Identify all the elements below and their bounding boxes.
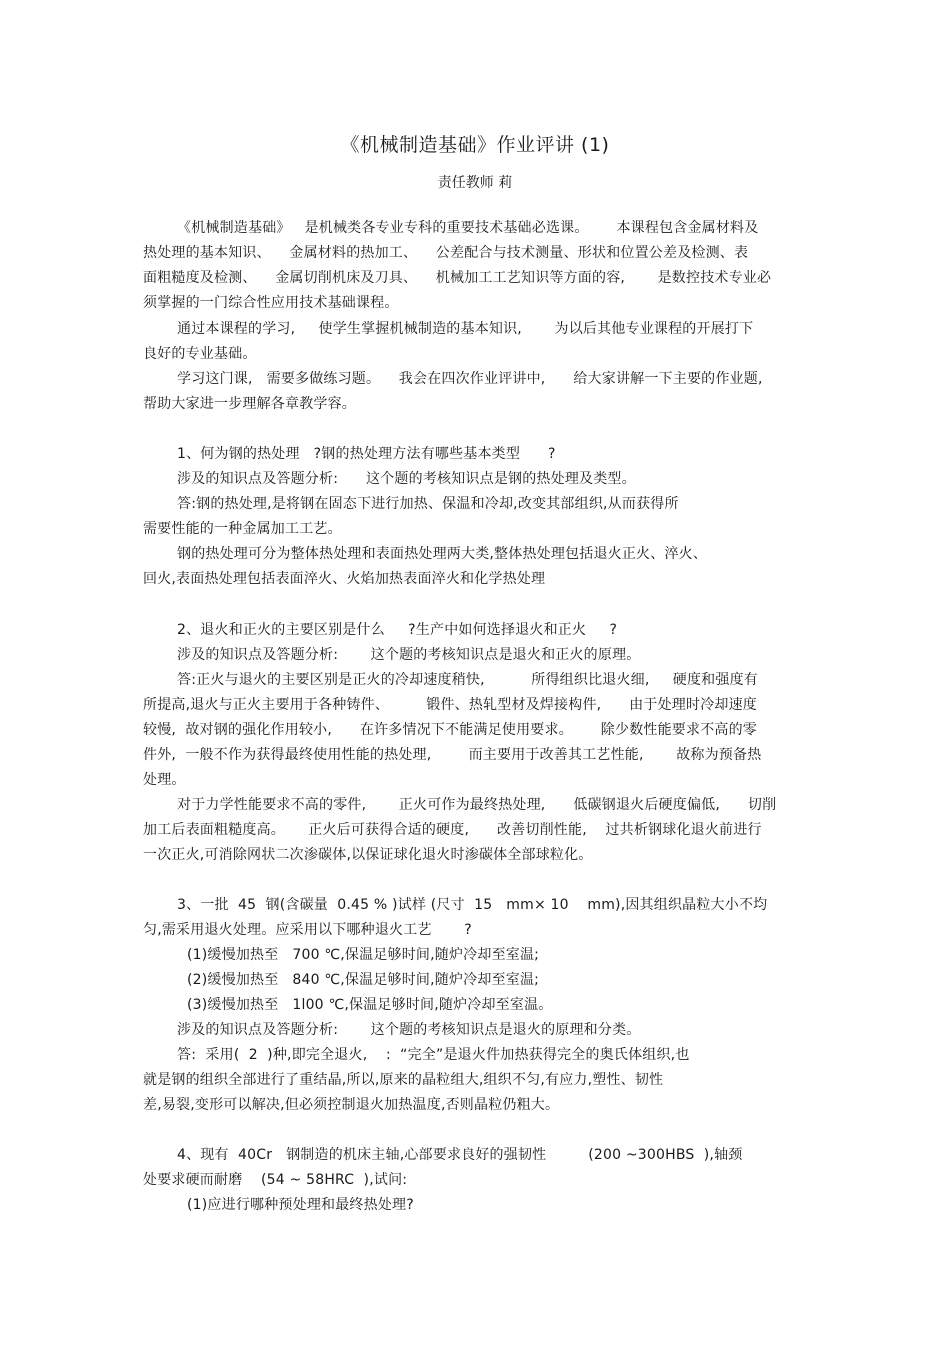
answer-line: 回火,表面热处理包括表面淬火、火焰加热表面淬火和化学热处理 — [143, 571, 546, 587]
document-author: 责任教师 莉 — [437, 175, 513, 191]
analysis-line: 涉及的知识点及答题分析: 这个题的考核知识点是钢的热处理及类型。 — [177, 471, 636, 487]
answer-line: 对于力学性能要求不高的零件, 正火可作为最终热处理, 低碳钢退火后硬度偏低, 切削 — [177, 797, 777, 813]
answer-line: 处理。 — [143, 772, 186, 788]
paragraph-line: 面粗糙度及检测、 金属切削机床及刀具、 机械加工工艺知识等方面的容, 是数控技术专业必 — [143, 270, 772, 286]
analysis-line: 涉及的知识点及答题分析: 这个题的考核知识点是退火的原理和分类。 — [177, 1022, 641, 1038]
answer-line: 加工后表面粗糙度高。 正火后可获得合适的硬度, 改善切削性能, 过共析钢球化退火前进行 — [143, 822, 762, 838]
option-line: (3)缓慢加热至 1l00 ℃,保温足够时间,随炉冷却至室温。 — [187, 997, 553, 1013]
paragraph-line: 《机械制造基础》 是机械类各专业专科的重要技术基础必选课。 本课程包含金属材料及 — [177, 220, 759, 236]
sub-question-line: (1)应进行哪种预处理和最终热处理? — [187, 1197, 414, 1213]
document-title: 《机械制造基础》作业评讲 (1) — [340, 134, 610, 156]
option-line: (1)缓慢加热至 700 ℃,保温足够时间,随炉冷却至室温; — [187, 947, 540, 963]
answer-line: 一次正火,可消除网状二次渗碳体,以保证球化退火时渗碳体全部球粒化。 — [143, 847, 593, 863]
answer-line: 差,易裂,变形可以解决,但必须控制退火加热温度,否则晶粒仍粗大。 — [143, 1097, 560, 1113]
answer-line: 所提高,退火与正火主要用于各种铸件、 锻件、热轧型材及焊接构件, 由于处理时冷却速度 — [143, 697, 758, 713]
question-line: 处要求硬而耐磨 (54 ~ 58HRC ),试问: — [143, 1172, 408, 1188]
answer-line: 答: 采用( 2 )种,即完全退火, : “完全”是退火件加热获得完全的奥氏体组织,也 — [177, 1047, 690, 1063]
paragraph-line: 帮助大家进一步理解各章教学容。 — [143, 396, 356, 412]
paragraph-line: 良好的专业基础。 — [143, 346, 257, 362]
answer-line: 钢的热处理可分为整体热处理和表面热处理两大类,整体热处理包括退火正火、淬火、 — [177, 546, 708, 562]
question-line: 3、一批 45 钢(含碳量 0.45 % )试样 (尺寸 15 mm× 10 mm),因其组织晶粒大小不均 — [177, 897, 768, 913]
question-line: 2、退火和正火的主要区别是什么 ?生产中如何选择退火和正火 ? — [177, 622, 618, 638]
answer-line: 答:钢的热处理,是将钢在固态下进行加热、保温和冷却,改变其部组织,从而获得所 — [177, 496, 679, 512]
answer-line: 答:正火与退火的主要区别是正火的冷却速度稍快, 所得组织比退火细, 硬度和强度有 — [177, 672, 758, 688]
option-line: (2)缓慢加热至 840 ℃,保温足够时间,随炉冷却至室温; — [187, 972, 540, 988]
question-line: 匀,需采用退火处理。应采用以下哪种退火工艺 ? — [143, 922, 472, 938]
question-line: 4、现有 40Cr 钢制造的机床主轴,心部要求良好的强韧性 (200 ~300HBS ),轴颈 — [177, 1147, 743, 1163]
answer-line: 就是钢的组织全部进行了重结晶,所以,原来的晶粒组大,组织不匀,有应力,塑性、韧性 — [143, 1072, 664, 1088]
paragraph-line: 学习这门课, 需要多做练习题。 我会在四次作业评讲中, 给大家讲解一下主要的作业题, — [177, 371, 763, 387]
answer-line: 需要性能的一种金属加工工艺。 — [143, 521, 342, 537]
question-line: 1、何为钢的热处理 ?钢的热处理方法有哪些基本类型 ? — [177, 446, 556, 462]
paragraph-line: 通过本课程的学习, 使学生掌握机械制造的基本知识, 为以后其他专业课程的开展打下 — [177, 321, 754, 337]
paragraph-line: 热处理的基本知识、 金属材料的热加工、 公差配合与技术测量、形状和位置公差及检测、表 — [143, 245, 749, 261]
paragraph-line: 须掌握的一门综合性应用技术基础课程。 — [143, 295, 399, 311]
answer-line: 较慢, 故对钢的强化作用较小, 在许多情况下不能满足使用要求。 除少数性能要求不高的零 — [143, 722, 758, 738]
answer-line: 件外, 一般不作为获得最终使用性能的热处理, 而主要用于改善其工艺性能, 故称为预备热 — [143, 747, 762, 763]
analysis-line: 涉及的知识点及答题分析: 这个题的考核知识点是退火和正火的原理。 — [177, 647, 641, 663]
